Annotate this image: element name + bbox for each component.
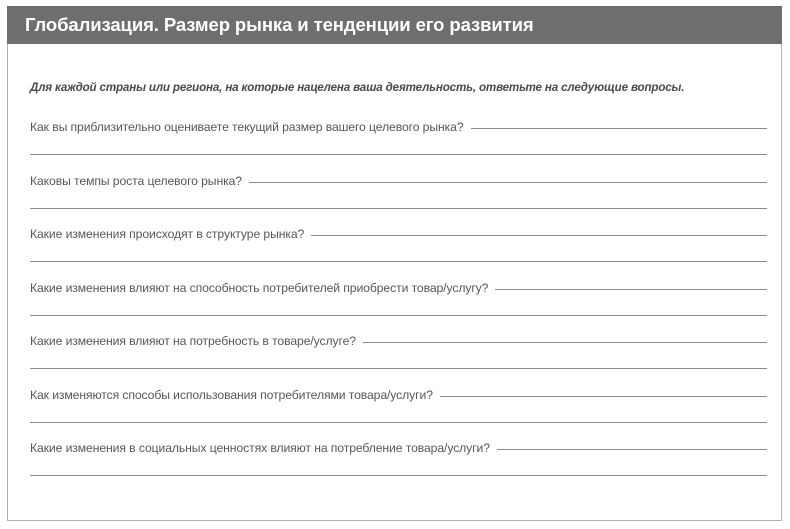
answer-rule-full[interactable]	[30, 368, 767, 369]
answer-rule-inline[interactable]	[471, 128, 767, 129]
question-block	[23, 174, 767, 209]
answer-rule-inline[interactable]	[363, 342, 767, 343]
question-row	[30, 441, 767, 455]
question-block	[23, 334, 767, 369]
answer-rule-inline[interactable]	[249, 182, 767, 183]
answer-rule-inline[interactable]	[495, 289, 767, 290]
question-block	[23, 388, 767, 423]
question-block	[23, 120, 767, 155]
question-row	[30, 174, 767, 188]
question-label: Какие изменения влияют на потребность в товаре/услуге?	[30, 334, 356, 348]
answer-rule-full[interactable]	[30, 208, 767, 209]
question-label: Какие изменения происходят в структуре рынка?	[30, 227, 305, 241]
question-block	[23, 227, 767, 262]
answer-rule-inline[interactable]	[440, 396, 767, 397]
form-body	[8, 45, 781, 520]
form-header-bar	[7, 6, 782, 44]
answer-rule-inline[interactable]	[311, 235, 767, 236]
question-label: Как изменяются способы использования потребителями товара/услуги?	[30, 387, 433, 402]
instruction-text: Для каждой страны или региона, на которые нацелена ваша деятельность, ответьте на следующие вопросы.	[30, 81, 685, 94]
answer-rule-full[interactable]	[30, 154, 767, 155]
question-row	[30, 334, 767, 348]
question-row	[30, 388, 767, 402]
question-label: Каковы темпы роста целевого рынка?	[30, 173, 242, 188]
answer-rule-full[interactable]	[30, 315, 767, 316]
question-list	[23, 120, 767, 476]
answer-rule-full[interactable]	[30, 422, 767, 423]
answer-rule-inline[interactable]	[497, 449, 767, 450]
question-label: Какие изменения в социальных ценностях влияют на потребление товара/услуги?	[30, 441, 490, 455]
answer-rule-full[interactable]	[30, 261, 767, 262]
question-row	[30, 120, 767, 134]
question-row	[30, 227, 767, 241]
page-title: Глобализация. Размер рынка и тенденции его развития	[25, 14, 534, 35]
question-block	[23, 441, 767, 476]
question-label: Какие изменения влияют на способность потребителей приобрести товар/услугу?	[30, 280, 489, 295]
answer-rule-full[interactable]	[30, 475, 767, 476]
question-block	[23, 281, 767, 316]
question-label: Как вы приблизительно оцениваете текущий размер вашего целевого рынка?	[30, 120, 464, 134]
form-frame	[7, 6, 782, 521]
question-row	[30, 281, 767, 295]
